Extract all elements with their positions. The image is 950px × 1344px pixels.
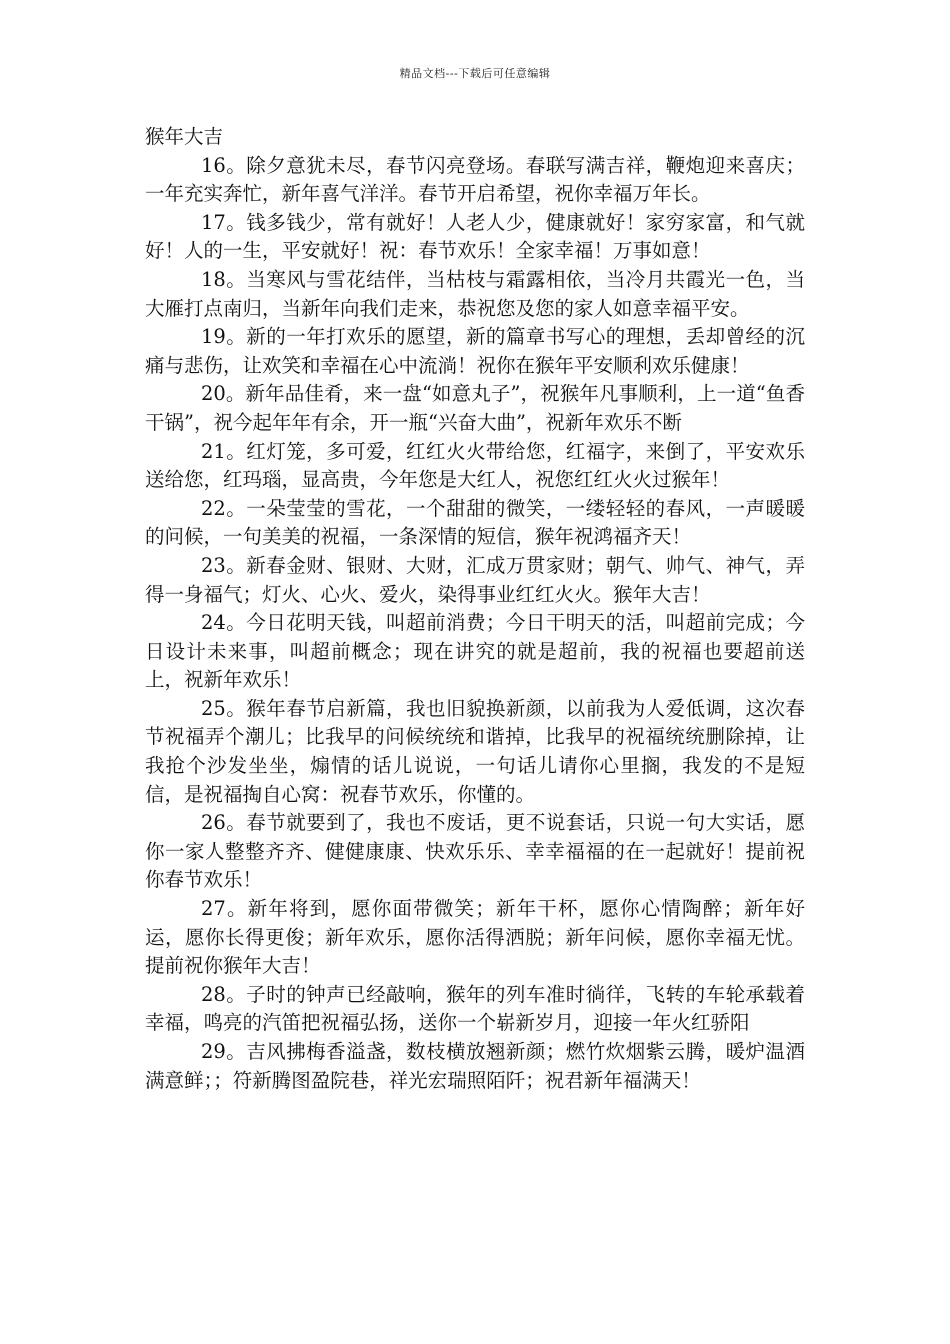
paragraph-28: 28。子时的钟声已经敲响，猴年的列车准时徜徉，飞转的车轮承载着幸福，鸣亮的汽笛把祝福弘扬，送你一个崭新岁月，迎接一年火红骄阳	[145, 982, 805, 1035]
paragraph-25: 25。猴年春节启新篇，我也旧貌换新颜，以前我为人爱低调，这次春节祝福弄个潮儿；比我早的问候统统和谐掉，比我早的祝福统统删除掉，让我抢个沙发坐坐，煽情的话儿说说，一句话儿请你心里搁，我发的不是短信，是祝福掏自心窝：祝春节欢乐，你懂的。	[145, 696, 805, 806]
paragraph-29: 29。吉风拂梅香溢盏，数枝横放翘新颜；燃竹炊烟紫云腾，暖炉温酒满意鲜；；符新腾图盈院巷，祥光宏瑞照陌阡；祝君新年福满天！	[145, 1040, 805, 1092]
paragraph-18: 18。当寒风与雪花结伴，当枯枝与霜露相依，当冷月共霞光一色，当大雁打点南归，当新年向我们走来，恭祝您及您的家人如意幸福平安。	[145, 267, 805, 320]
paragraph-24: 24。今日花明天钱，叫超前消费；今日干明天的活，叫超前完成；今日设计未来事，叫超前概念；现在讲究的就是超前，我的祝福也要超前送上，祝新年欢乐！	[145, 611, 805, 692]
paragraph-22: 22。一朵莹莹的雪花，一个甜甜的微笑，一缕轻轻的春风，一声暖暖的问候，一句美美的祝福，一条深情的短信，猴年祝鸿福齐天！	[145, 496, 805, 549]
page-header: 精品文档---下载后可任意编辑	[399, 67, 551, 80]
paragraph-20: 20。新年品佳肴，来一盘“如意丸子”，祝猴年凡事顺利，上一道“鱼香干锅”，祝今起年年有余，开一瓶“兴奋大曲”，祝新年欢乐不断	[145, 382, 805, 434]
lead-line: 猴年大吉	[145, 125, 224, 148]
document-body	[145, 123, 805, 1095]
paragraph-21: 21。红灯笼，多可爱，红红火火带给您，红福字，来倒了，平安欢乐送给您，红玛瑙，显高贵，今年您是大红人，祝您红红火火过猴年！	[145, 439, 805, 492]
paragraph-26: 26。春节就要到了，我也不废话，更不说套话，只说一句大实话，愿你一家人整整齐齐、健健康康、快欢乐乐、幸幸福福的在一起就好！提前祝你春节欢乐！	[145, 811, 805, 892]
paragraph-16: 16。除夕意犹未尽，春节闪亮登场。春联写满吉祥，鞭炮迎来喜庆；一年充实奔忙，新年喜气洋洋。春节开启希望，祝你幸福万年长。	[145, 153, 805, 206]
paragraph-19: 19。新的一年打欢乐的愿望，新的篇章书写心的理想，丢却曾经的沉痛与悲伤，让欢笑和幸福在心中流淌！祝你在猴年平安顺利欢乐健康！	[145, 325, 805, 377]
paragraph-23: 23。新春金财、银财、大财，汇成万贯家财；朝气、帅气、神气，弄得一身福气；灯火、心火、爱火，染得事业红红火火。猴年大吉！	[145, 553, 805, 606]
paragraph-27: 27。新年将到，愿你面带微笑；新年干杯，愿你心情陶醉；新年好运，愿你长得更俊；新年欢乐，愿你活得洒脱；新年问候，愿你幸福无忧。提前祝你猴年大吉！	[145, 897, 805, 978]
paragraph-17: 17。钱多钱少，常有就好！人老人少，健康就好！家穷家富，和气就好！人的一生，平安就好！祝：春节欢乐！全家幸福！万事如意！	[145, 210, 805, 263]
